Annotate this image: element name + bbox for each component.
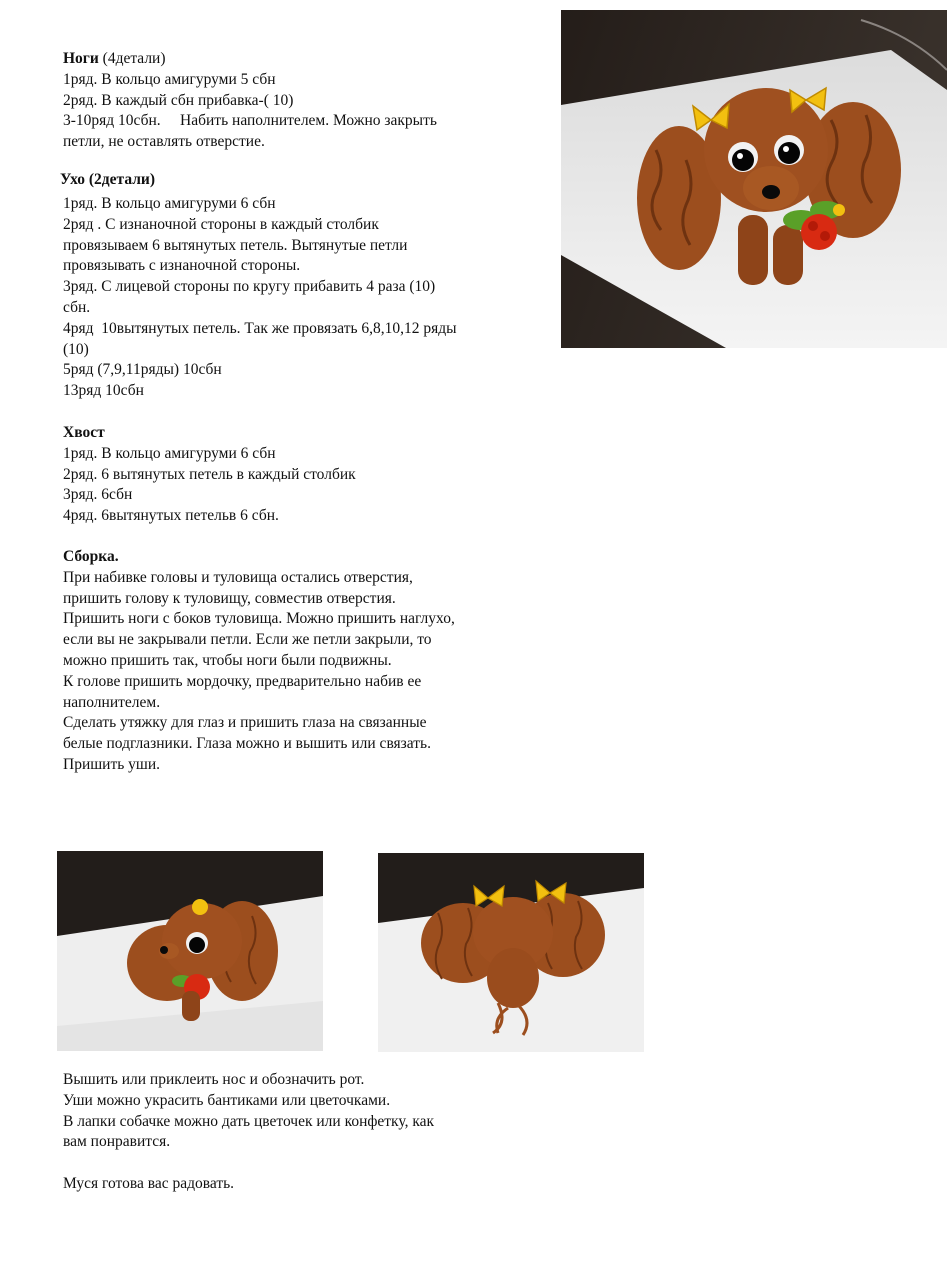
section-title: Хвост <box>63 424 105 441</box>
text-line: можно пришить так, чтобы ноги были подвижны. <box>63 651 392 669</box>
text-line: Пришить уши. <box>63 755 161 773</box>
text-line: 1ряд. В кольцо амигуруми 6 сбн <box>63 444 276 462</box>
text-line: пришить голову к туловищу, совместив отверстия. <box>63 589 396 607</box>
text-line: 4ряд. 6вытянутых петельв 6 сбн. <box>63 507 279 525</box>
title-suffix: (4детали) <box>98 50 166 67</box>
text-line: В лапки собачке можно дать цветочек или конфетку, как <box>63 1112 435 1130</box>
text-line: 1ряд. В кольцо амигуруми 6 сбн <box>63 195 276 212</box>
text-line: К голове пришить мордочку, предварительно набив ее <box>63 672 422 690</box>
text-line: 2ряд. 6 вытянутых петель в каждый столбик <box>63 465 356 483</box>
section-tail <box>63 423 356 527</box>
text-line: Вышить или приклеить нос и обозначить рот. <box>63 1071 365 1088</box>
text-line: 1ряд. В кольцо амигуруми 5 сбн <box>63 70 276 88</box>
text-line: 2ряд. В каждый сбн прибавка-( 10) <box>63 91 294 109</box>
section-legs <box>63 49 437 153</box>
section-title <box>63 49 437 70</box>
section-ear-body <box>63 194 457 402</box>
section-title: Ухо (2детали) <box>60 171 155 188</box>
text-line: 3ряд. 6сбн <box>63 486 133 504</box>
photo-dog-side <box>57 851 323 1051</box>
closing-line <box>63 1174 234 1195</box>
section-title: Сборка. <box>63 548 119 565</box>
text-line: сбн. <box>63 298 91 316</box>
text-line: При набивке головы и туловища остались отверстия, <box>63 568 413 586</box>
text-line: 13ряд 10сбн <box>63 382 144 400</box>
text-line: провязываем 6 вытянутых петель. Вытянутые петли <box>63 236 408 254</box>
text-line: если вы не закрывали петли. Если же петли закрыли, то <box>63 631 432 649</box>
text-line: Уши можно украсить бантиками или цветочками. <box>63 1091 391 1109</box>
text-line: Муся готова вас радовать. <box>63 1175 235 1192</box>
section-ear <box>60 170 155 191</box>
text-line: Сделать утяжку для глаз и пришить глаза на связанные <box>63 714 427 732</box>
title-bold: Ноги <box>63 50 99 67</box>
photo-dog-back <box>378 853 644 1052</box>
section-finish <box>63 1070 434 1153</box>
text-line: белые подглазники. Глаза можно и вышить или связать. <box>63 735 432 753</box>
text-line: 4ряд 10вытянутых петель. Так же провязать 6,8,10,12 ряды <box>63 319 457 337</box>
text-line: вам понравится. <box>63 1133 171 1151</box>
text-line: 2ряд . С изнаночной стороны в каждый столбик <box>63 215 379 233</box>
text-line: петли, не оставлять отверстие. <box>63 133 265 151</box>
text-line: 5ряд (7,9,11ряды) 10сбн <box>63 361 222 379</box>
section-assembly <box>63 547 455 776</box>
text-line: провязывать с изнаночной стороны. <box>63 257 301 275</box>
text-line: 3ряд. С лицевой стороны по кругу прибавить 4 раза (10) <box>63 278 436 296</box>
photo-dog-front <box>561 10 947 348</box>
text-line: наполнителем. <box>63 693 161 711</box>
text-line: 3-10ряд 10сбн. Набить наполнителем. Можно закрыть <box>63 112 437 130</box>
text-line: (10) <box>63 340 89 358</box>
text-line: Пришить ноги с боков туловища. Можно пришить наглухо, <box>63 610 455 628</box>
